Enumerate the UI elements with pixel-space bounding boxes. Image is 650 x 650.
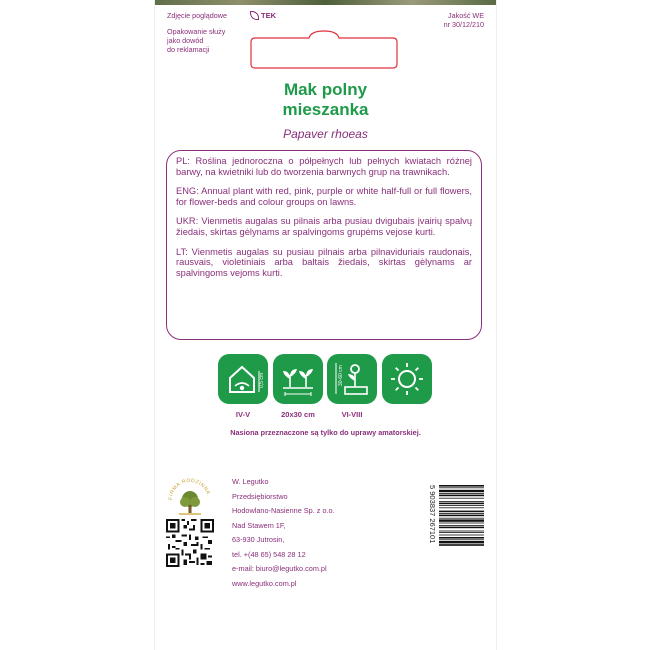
company-type-line-1: Przedsiębiorstwo bbox=[232, 491, 288, 501]
description-lt: LT: Vienmetis augalas su pusiau pilnais arba pilnaviduriais raudonais, rausvais, violetiniais arba baltais žiedais, skirtas gėlynams ar spalvingoms vejoms kurti. bbox=[176, 246, 472, 278]
company-street: Nad Stawem 1F, bbox=[232, 520, 286, 530]
quality-line-2: nr 30/12/210 bbox=[443, 20, 484, 29]
illustrative-photo-label: Zdjęcie poglądowe bbox=[167, 11, 227, 20]
company-info bbox=[232, 475, 335, 591]
eco-label: TEK bbox=[261, 10, 276, 20]
plant-height-label: 30-60 cm bbox=[338, 365, 345, 386]
seed-packet bbox=[155, 0, 496, 650]
cultivation-icons bbox=[218, 354, 432, 404]
company-city: 63-930 Jutrosin, bbox=[232, 535, 285, 544]
latin-name: Papaver rhoeas bbox=[283, 127, 368, 141]
description-pl: PL: Roślina jednoroczna o półpełnych lub pełnych kwiatach różnej barwy, na kwietniki lub do tworzenia barwnych grup na trawnikach. bbox=[176, 156, 472, 177]
barcode-number: 5 903837 267101 bbox=[428, 485, 437, 544]
barcode bbox=[425, 483, 486, 568]
product-name-line-1: Mak polny bbox=[283, 80, 368, 99]
eco-logo bbox=[250, 9, 276, 21]
company-email: e-mail: biuro@legutko.com.pl bbox=[232, 564, 327, 573]
complaint-line-3: do reklamacji bbox=[167, 45, 210, 54]
product-photo-strip bbox=[155, 0, 496, 5]
spacing-label: 20x30 cm bbox=[281, 410, 315, 419]
description-en: ENG: Annual plant with red, pink, purple or white half-full or full flowers, for flower-beds and colour groups on lawns. bbox=[176, 186, 472, 207]
qr-code bbox=[166, 519, 214, 567]
company-name: W. Legutko bbox=[232, 477, 269, 486]
leaf-icon bbox=[250, 11, 259, 20]
description-ukr: UKR: Vienmetis augalas su pilnais arba pusiau dvigubais įvairių spalvų žiedais, skirtas gėlynams ar spalvingoms grupėms vejose kurti. bbox=[176, 216, 472, 237]
emblem-text: FIRMA RODZINNA bbox=[167, 477, 212, 501]
complaint-line-1: Opakowanie służy bbox=[167, 27, 226, 36]
complaint-notice bbox=[167, 27, 225, 54]
complaint-line-2: jako dowód bbox=[167, 36, 204, 45]
product-title bbox=[155, 80, 496, 120]
description-box bbox=[166, 150, 482, 340]
tree-icon bbox=[179, 491, 201, 514]
sowing-depth-label: 0,5 cm bbox=[259, 372, 265, 388]
sowing-time-label: IV-V bbox=[235, 410, 251, 419]
quality-line-1: Jakość WE bbox=[448, 11, 484, 20]
barcode-bars bbox=[439, 485, 484, 546]
flowering-label: VI-VIII bbox=[341, 410, 363, 419]
sowing-depth-icon bbox=[218, 354, 268, 404]
company-type-line-2: Hodowlano-Nasienne Sp. z o.o. bbox=[232, 506, 335, 515]
company-website: www.legutko.com.pl bbox=[232, 578, 297, 588]
plant-height-icon bbox=[327, 354, 377, 404]
company-phone: tel. +(48 65) 548 28 12 bbox=[232, 549, 306, 559]
plant-spacing-icon bbox=[273, 354, 323, 404]
family-company-emblem bbox=[165, 474, 215, 520]
quality-info bbox=[444, 11, 484, 29]
amateur-use-notice: Nasiona przeznaczone są tylko do uprawy amatorskiej. bbox=[230, 428, 421, 437]
product-name-line-2: mieszanka bbox=[282, 100, 369, 119]
packet-window-outline bbox=[249, 30, 399, 70]
sun-exposure-icon bbox=[382, 354, 432, 404]
